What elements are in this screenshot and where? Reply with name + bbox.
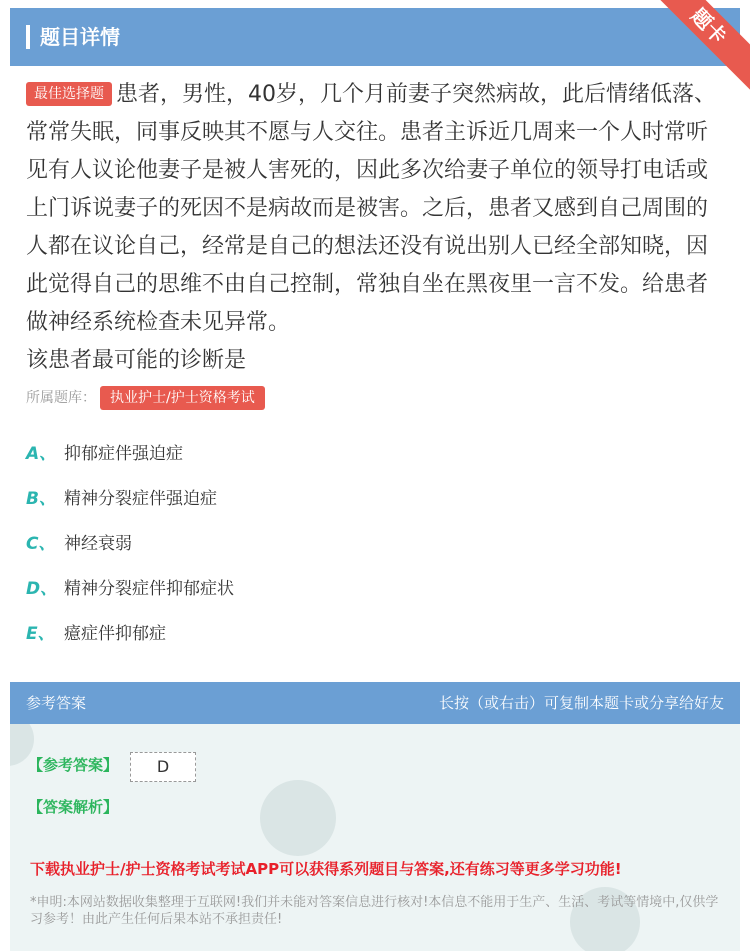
disclaimer-text: *申明:本网站数据收集整理于互联网!我们并未能对答案信息进行核对!本信息不能用于生产、生活、考试等情境中,仅供学习参考！由此产生任何后果本站不承担责任! (30, 895, 719, 927)
question-text: 患者，男性，40岁，几个月前妻子突然病故，此后情绪低落、常常失眠，同事反映其不愿与人交往。患者主诉近几周来一个人时常听见有人议论他妻子是被人害死的，因此多次给妻子单位的领导打电话或上门诉说妻子的死因不是病故而是被害。之后，患者又感到自己周围的人都在议论自己，经常是自己的想法还没有说出别人已经全部知晓，因此觉得自己的思维不由自己控制，常独自坐在黑夜里一言不发。给患者做神经系统检查未见异常。 (26, 82, 716, 335)
share-hint: 长按（或右击）可复制本题卡或分享给好友 (438, 694, 724, 712)
answer-value: D (130, 752, 196, 782)
watermark-logo-icon (260, 780, 336, 856)
answer-header (10, 682, 740, 724)
option-c[interactable] (26, 522, 726, 567)
option-text: 精神分裂症伴强迫症 (64, 489, 217, 509)
question-type-badge: 最佳选择题 (26, 82, 112, 106)
library-tag[interactable]: 执业护士/护士资格考试 (100, 386, 265, 410)
option-e[interactable] (26, 612, 726, 657)
option-text: 癔症伴抑郁症 (64, 624, 166, 644)
option-text: 神经衰弱 (64, 534, 132, 554)
question-stem (26, 76, 726, 380)
option-text: 抑郁症伴强迫症 (64, 444, 183, 464)
answer-panel (10, 682, 740, 951)
app-promo-link[interactable]: 下载执业护士/护士资格考试考试APP可以获得系列题目与答案,还有练习等更多学习功能! (30, 860, 622, 878)
header-accent-bar (26, 25, 30, 49)
option-letter: C、 (26, 534, 56, 554)
library-label: 所属题库： (26, 390, 96, 406)
option-text: 精神分裂症伴抑郁症状 (64, 579, 234, 599)
option-letter: B、 (26, 489, 56, 509)
question-library (26, 386, 265, 410)
page-title: 题目详情 (40, 25, 120, 49)
answer-label: 【参考答案】 (28, 756, 119, 774)
page-header (10, 8, 740, 66)
options-list (26, 432, 726, 657)
option-b[interactable] (26, 477, 726, 522)
answer-header-title: 参考答案 (26, 694, 87, 712)
option-letter: D、 (26, 579, 58, 599)
option-a[interactable] (26, 432, 726, 477)
option-letter: A、 (26, 444, 57, 464)
ribbon-label: 题卡 (650, 0, 750, 90)
option-letter: E、 (26, 624, 55, 644)
option-d[interactable] (26, 567, 726, 612)
question-prompt: 该患者最可能的诊断是 (26, 348, 247, 373)
analysis-label: 【答案解析】 (28, 798, 119, 816)
